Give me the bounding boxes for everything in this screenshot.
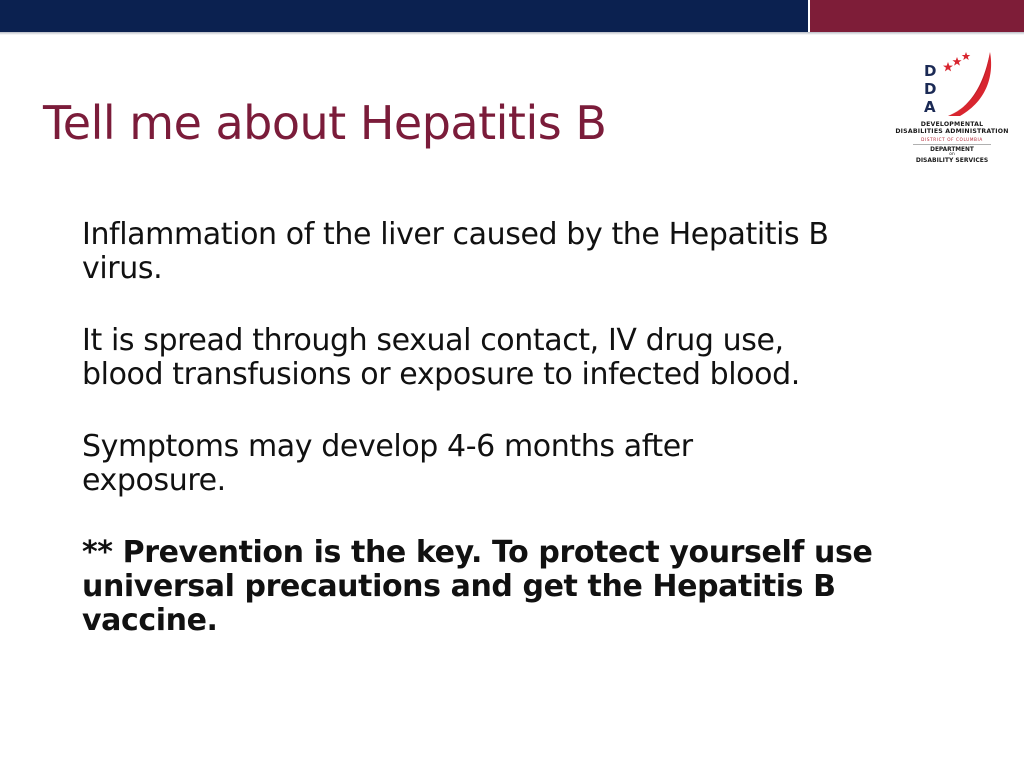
paragraph-line: Inflammation of the liver caused by the Hepatitis B — [82, 217, 829, 252]
top-bar-navy — [0, 0, 808, 32]
logo-on: on — [949, 152, 955, 158]
paragraph-line: ** Prevention is the key. To protect yourself use — [82, 535, 873, 570]
logo-line-developmental: DEVELOPMENTAL — [920, 121, 984, 128]
logo-divider — [913, 144, 991, 145]
top-bar-maroon — [810, 0, 1024, 32]
logo-line-disabilities-administration: DISABILITIES ADMINISTRATION — [895, 127, 1009, 135]
slide-body — [82, 218, 922, 676]
paragraph-line: Symptoms may develop 4-6 months after — [82, 429, 693, 464]
logo-letter: D — [924, 80, 937, 98]
top-bar-shadow — [0, 32, 1024, 35]
dda-logo — [890, 44, 1014, 170]
paragraph-definition — [82, 218, 922, 286]
logo-star — [952, 57, 961, 66]
paragraph-line: It is spread through sexual contact, IV drug use, — [82, 323, 784, 358]
paragraph-line: vaccine. — [82, 603, 218, 638]
logo-star — [943, 62, 953, 71]
paragraph-prevention — [82, 536, 922, 638]
logo-disability-services: DISABILITY SERVICES — [915, 157, 989, 165]
paragraph-line: blood transfusions or exposure to infected blood. — [82, 357, 800, 392]
paragraph-line: virus. — [82, 251, 163, 286]
logo-text — [890, 122, 1014, 165]
logo-star — [962, 52, 971, 60]
slide-title: Tell me about Hepatitis B — [43, 96, 607, 150]
paragraph-line: universal precautions and get the Hepatitis B — [82, 569, 836, 604]
paragraph-transmission — [82, 324, 922, 392]
logo-letter: A — [924, 98, 936, 116]
dda-logo-mark — [890, 44, 1014, 120]
logo-district-of-columbia: DISTRICT OF COLUMBIA — [921, 137, 983, 142]
paragraph-line: exposure. — [82, 463, 226, 498]
logo-letter: D — [924, 62, 937, 80]
logo-department: DEPARTMENT — [930, 147, 974, 154]
paragraph-symptoms — [82, 430, 922, 498]
